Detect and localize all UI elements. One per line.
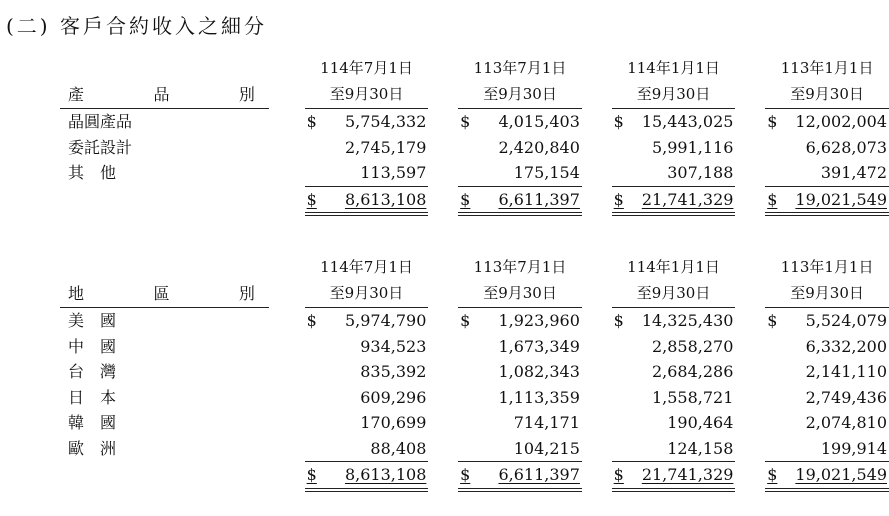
value-cell xyxy=(305,334,429,360)
value-cell xyxy=(305,385,429,411)
value-cell xyxy=(458,334,582,360)
period-header-line1: 113年7月1日 xyxy=(473,59,567,78)
amount: 391,472 xyxy=(820,163,887,182)
currency-symbol: $ xyxy=(767,311,778,330)
amount: 6,628,073 xyxy=(805,137,887,157)
currency-symbol: $ xyxy=(613,311,624,330)
value-cell xyxy=(458,385,582,411)
value-cell xyxy=(612,334,736,360)
amount: 835,392 xyxy=(360,362,427,381)
total-cell xyxy=(612,462,736,490)
row-label: 台 灣 xyxy=(68,362,117,381)
amount: 2,858,270 xyxy=(651,336,734,356)
total-amount: 6,611,397 xyxy=(498,465,580,484)
currency-symbol: $ xyxy=(767,112,778,131)
value-cell xyxy=(305,109,429,135)
amount: 199,914 xyxy=(820,438,887,458)
value-cell xyxy=(612,410,736,436)
row-label: 中 國 xyxy=(68,336,117,356)
amount: 190,464 xyxy=(667,413,734,432)
amount: 1,923,960 xyxy=(498,311,580,330)
value-cell xyxy=(305,135,429,161)
table-row xyxy=(60,359,889,385)
currency-symbol: $ xyxy=(767,189,778,209)
period-header-line1: 114年1月1日 xyxy=(627,258,720,277)
table-row xyxy=(60,385,889,411)
currency-symbol: $ xyxy=(460,311,471,330)
value-cell xyxy=(458,109,582,135)
table-row xyxy=(60,334,889,360)
period-header-line2: 至9月30日 xyxy=(305,82,429,109)
currency-symbol: $ xyxy=(306,311,317,330)
amount: 307,188 xyxy=(667,163,734,182)
row-label: 晶圓產品 xyxy=(68,112,133,131)
total-row xyxy=(60,186,889,214)
table-row xyxy=(60,135,889,161)
total-amount: 19,021,549 xyxy=(795,189,887,209)
value-cell xyxy=(612,308,736,334)
row-label: 其 他 xyxy=(68,163,117,183)
total-amount: 21,741,329 xyxy=(641,189,734,209)
value-cell xyxy=(458,308,582,334)
product-table xyxy=(60,56,889,216)
amount: 170,699 xyxy=(360,413,427,432)
amount: 113,597 xyxy=(360,163,427,182)
period-header-line2: 至9月30日 xyxy=(458,281,582,308)
table-row xyxy=(60,410,889,436)
amount: 88,408 xyxy=(370,438,427,458)
value-cell xyxy=(612,160,736,186)
period-header-line2: 至9月30日 xyxy=(765,281,889,308)
category-header-char: 品 xyxy=(153,85,170,105)
value-cell xyxy=(305,308,429,334)
total-cell xyxy=(765,462,889,490)
row-label: 美 國 xyxy=(68,311,117,330)
table-row xyxy=(60,436,889,462)
total-amount: 6,611,397 xyxy=(498,189,580,209)
row-label: 韓 國 xyxy=(68,413,117,432)
value-cell xyxy=(612,359,736,385)
amount: 1,113,359 xyxy=(498,387,580,407)
currency-symbol: $ xyxy=(306,112,317,131)
amount: 2,684,286 xyxy=(651,362,734,381)
total-amount: 21,741,329 xyxy=(641,465,734,484)
total-cell xyxy=(612,186,736,214)
amount: 6,332,200 xyxy=(805,336,887,356)
amount: 5,754,332 xyxy=(344,112,427,131)
currency-symbol: $ xyxy=(767,465,778,484)
period-header-line2: 至9月30日 xyxy=(305,281,429,308)
table-row xyxy=(60,109,889,135)
currency-symbol: $ xyxy=(460,465,471,484)
amount: 609,296 xyxy=(360,387,427,407)
amount: 2,074,810 xyxy=(805,413,887,432)
table-row xyxy=(60,308,889,334)
period-header-line2: 至9月30日 xyxy=(765,82,889,109)
row-label: 日 本 xyxy=(68,387,117,407)
amount: 175,154 xyxy=(513,163,580,182)
period-header-line2: 至9月30日 xyxy=(612,281,736,308)
value-cell xyxy=(765,410,889,436)
total-cell xyxy=(458,462,582,490)
category-header-char: 產 xyxy=(68,85,85,105)
value-cell xyxy=(612,109,736,135)
amount: 934,523 xyxy=(360,336,427,356)
currency-symbol: $ xyxy=(613,465,624,484)
amount: 2,420,840 xyxy=(498,137,580,157)
value-cell xyxy=(765,436,889,462)
amount: 1,082,343 xyxy=(498,362,580,381)
value-cell xyxy=(458,135,582,161)
row-label: 歐 洲 xyxy=(68,438,117,458)
value-cell xyxy=(765,359,889,385)
category-header-char: 別 xyxy=(238,85,255,105)
region-table xyxy=(60,255,889,492)
amount: 2,749,436 xyxy=(805,387,887,407)
amount: 714,171 xyxy=(513,413,580,432)
amount: 5,991,116 xyxy=(651,137,734,157)
total-cell xyxy=(458,186,582,214)
value-cell xyxy=(612,436,736,462)
value-cell xyxy=(765,308,889,334)
period-header-line1: 114年1月1日 xyxy=(627,59,720,78)
period-header-line2: 至9月30日 xyxy=(612,82,736,109)
total-row xyxy=(60,462,889,490)
value-cell xyxy=(765,135,889,161)
value-cell xyxy=(458,160,582,186)
total-cell xyxy=(305,186,429,214)
currency-symbol: $ xyxy=(460,189,471,209)
value-cell xyxy=(765,109,889,135)
value-cell xyxy=(305,359,429,385)
currency-symbol: $ xyxy=(306,189,317,209)
value-cell xyxy=(305,436,429,462)
category-header-char: 地 xyxy=(68,284,85,304)
category-header-char: 區 xyxy=(153,284,170,304)
currency-symbol: $ xyxy=(306,465,317,484)
period-header-line1: 114年7月1日 xyxy=(320,258,413,277)
period-header-line1: 113年7月1日 xyxy=(473,258,567,277)
section-title: (二) 客戶合約收入之細分 xyxy=(6,14,267,38)
value-cell xyxy=(458,410,582,436)
total-amount: 8,613,108 xyxy=(344,189,427,209)
amount: 1,673,349 xyxy=(498,336,580,356)
total-amount: 8,613,108 xyxy=(344,465,427,484)
category-header-char: 別 xyxy=(238,284,255,304)
period-header-line2: 至9月30日 xyxy=(458,82,582,109)
amount: 5,974,790 xyxy=(344,311,427,330)
table-row xyxy=(60,160,889,186)
amount: 15,443,025 xyxy=(641,112,734,131)
amount: 2,141,110 xyxy=(805,362,887,381)
period-header-line1: 114年7月1日 xyxy=(320,59,413,78)
currency-symbol: $ xyxy=(613,189,624,209)
total-cell xyxy=(305,462,429,490)
category-header xyxy=(68,281,269,307)
amount: 5,524,079 xyxy=(805,311,887,330)
value-cell xyxy=(305,160,429,186)
amount: 4,015,403 xyxy=(498,112,580,131)
amount: 104,215 xyxy=(513,438,580,458)
period-header-line1: 113年1月1日 xyxy=(780,59,874,78)
value-cell xyxy=(458,359,582,385)
value-cell xyxy=(458,436,582,462)
value-cell xyxy=(612,135,736,161)
value-cell xyxy=(765,385,889,411)
amount: 124,158 xyxy=(667,438,734,458)
currency-symbol: $ xyxy=(460,112,471,131)
row-label: 委託設計 xyxy=(68,137,133,157)
period-header-line1: 113年1月1日 xyxy=(780,258,874,277)
amount: 2,745,179 xyxy=(344,137,427,157)
total-cell xyxy=(765,186,889,214)
value-cell xyxy=(765,334,889,360)
amount: 1,558,721 xyxy=(651,387,734,407)
value-cell xyxy=(765,160,889,186)
value-cell xyxy=(305,410,429,436)
category-header xyxy=(68,82,269,108)
value-cell xyxy=(612,385,736,411)
amount: 12,002,004 xyxy=(795,112,887,131)
total-amount: 19,021,549 xyxy=(795,465,887,484)
amount: 14,325,430 xyxy=(641,311,734,330)
currency-symbol: $ xyxy=(613,112,624,131)
